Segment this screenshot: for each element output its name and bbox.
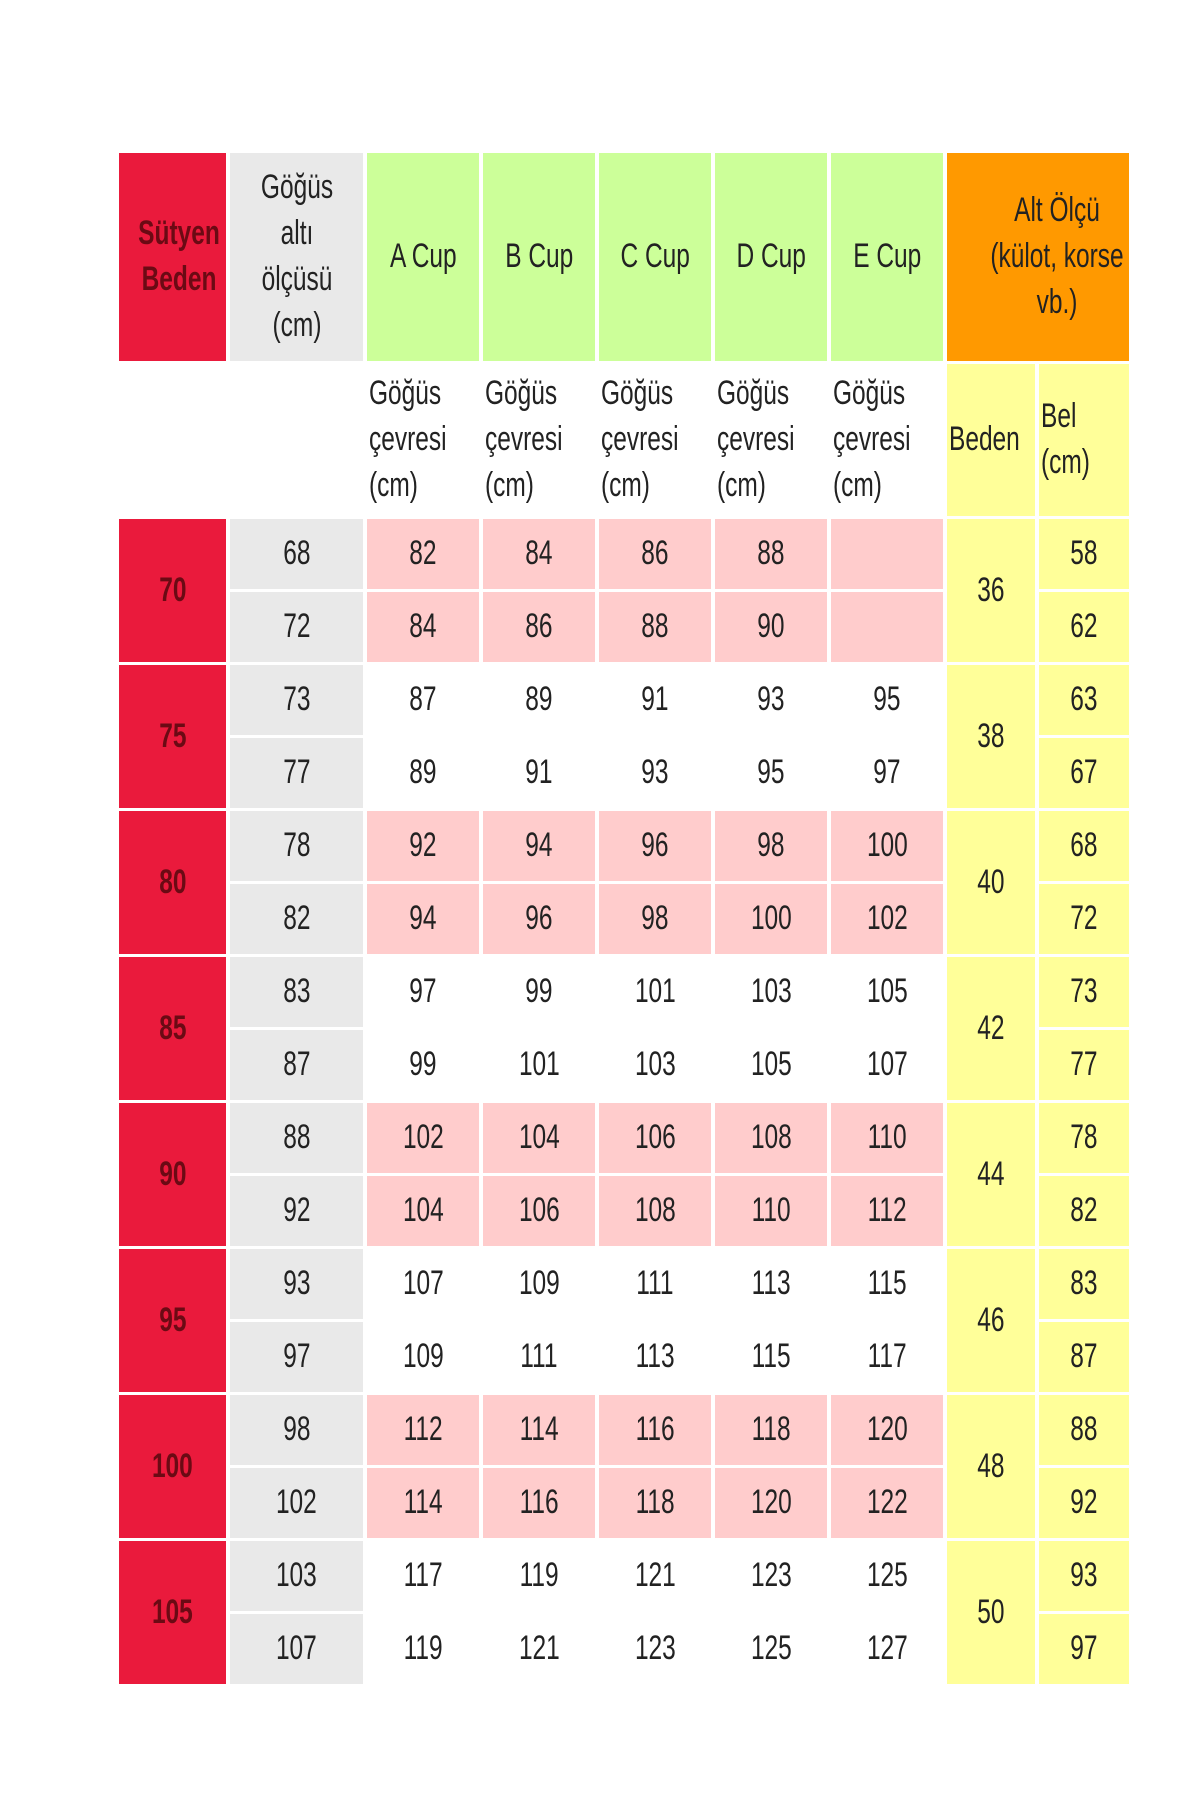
bust-cell: 125 — [715, 1614, 827, 1684]
size-header: Sütyen Beden — [119, 153, 226, 361]
bra-size-cell: 90 — [119, 1103, 226, 1246]
bust-cell: 114 — [483, 1395, 595, 1465]
bust-cell: 91 — [483, 738, 595, 808]
underbust-cell: 77 — [230, 738, 363, 808]
bust-cell: 121 — [483, 1614, 595, 1684]
bust-cell: 100 — [831, 811, 943, 881]
beden-cell: 40 — [947, 811, 1035, 954]
bel-cell: 72 — [1039, 884, 1129, 954]
bust-cell: 109 — [367, 1322, 479, 1392]
bust-cell: 103 — [599, 1030, 711, 1100]
bust-cell: 105 — [715, 1030, 827, 1100]
bel-cell: 97 — [1039, 1614, 1129, 1684]
bust-cell: 110 — [715, 1176, 827, 1246]
bust-cell: 90 — [715, 592, 827, 662]
bust-cell: 113 — [599, 1322, 711, 1392]
table-row — [119, 1541, 1129, 1611]
beden-cell: 38 — [947, 665, 1035, 808]
bel-cell: 93 — [1039, 1541, 1129, 1611]
bust-label-d: Göğüs çevresi (cm) — [715, 364, 827, 516]
bottom-size-header: Alt Ölçü (külot, korse vb.) — [947, 153, 1129, 361]
bust-cell: 112 — [831, 1176, 943, 1246]
bust-cell: 97 — [831, 738, 943, 808]
table-row — [119, 957, 1129, 1027]
bust-label-a: Göğüs çevresi (cm) — [367, 364, 479, 516]
bel-cell: 67 — [1039, 738, 1129, 808]
bust-cell: 120 — [831, 1395, 943, 1465]
beden-cell: 44 — [947, 1103, 1035, 1246]
bust-cell: 113 — [715, 1249, 827, 1319]
bust-cell: 119 — [367, 1614, 479, 1684]
underbust-cell: 103 — [230, 1541, 363, 1611]
bra-size-cell: 75 — [119, 665, 226, 808]
bust-cell: 101 — [483, 1030, 595, 1100]
bust-cell: 102 — [831, 884, 943, 954]
bust-cell: 107 — [367, 1249, 479, 1319]
underbust-cell: 82 — [230, 884, 363, 954]
beden-cell: 46 — [947, 1249, 1035, 1392]
bust-cell: 117 — [831, 1322, 943, 1392]
bust-cell: 123 — [715, 1541, 827, 1611]
bust-label-b: Göğüs çevresi (cm) — [483, 364, 595, 516]
beden-cell: 36 — [947, 519, 1035, 662]
bust-cell: 95 — [715, 738, 827, 808]
bust-cell: 100 — [715, 884, 827, 954]
table-row — [119, 519, 1129, 589]
underbust-cell: 98 — [230, 1395, 363, 1465]
underbust-cell: 102 — [230, 1468, 363, 1538]
bust-cell: 119 — [483, 1541, 595, 1611]
table-row — [119, 1249, 1129, 1319]
underbust-cell: 78 — [230, 811, 363, 881]
bust-cell: 98 — [715, 811, 827, 881]
bust-cell: 123 — [599, 1614, 711, 1684]
bust-cell: 120 — [715, 1468, 827, 1538]
bust-cell: 106 — [483, 1176, 595, 1246]
underbust-cell: 73 — [230, 665, 363, 735]
bust-cell: 103 — [715, 957, 827, 1027]
bust-cell: 88 — [715, 519, 827, 589]
bust-cell: 89 — [483, 665, 595, 735]
bust-cell: 115 — [715, 1322, 827, 1392]
size-table — [115, 150, 1133, 1687]
bust-cell: 96 — [599, 811, 711, 881]
bust-cell: 104 — [367, 1176, 479, 1246]
bel-cell: 77 — [1039, 1030, 1129, 1100]
bust-cell: 112 — [367, 1395, 479, 1465]
bust-cell: 115 — [831, 1249, 943, 1319]
underbust-cell: 68 — [230, 519, 363, 589]
bust-cell: 87 — [367, 665, 479, 735]
bust-cell: 97 — [367, 957, 479, 1027]
bra-size-cell: 105 — [119, 1541, 226, 1684]
bust-cell: 89 — [367, 738, 479, 808]
bust-cell: 86 — [483, 592, 595, 662]
bust-cell — [831, 592, 943, 662]
bust-cell: 108 — [599, 1176, 711, 1246]
bra-size-cell: 80 — [119, 811, 226, 954]
table-row — [119, 665, 1129, 735]
underbust-cell: 93 — [230, 1249, 363, 1319]
underbust-cell: 87 — [230, 1030, 363, 1100]
bust-cell: 111 — [599, 1249, 711, 1319]
bust-cell: 94 — [367, 884, 479, 954]
bust-cell: 92 — [367, 811, 479, 881]
underbust-header: Göğüs altı ölçüsü (cm) — [230, 153, 363, 361]
bel-cell: 82 — [1039, 1176, 1129, 1246]
bust-cell: 102 — [367, 1103, 479, 1173]
cup-header-e: E Cup — [831, 153, 943, 361]
table-row — [119, 811, 1129, 881]
bust-cell: 118 — [599, 1468, 711, 1538]
table-row — [119, 1103, 1129, 1173]
bust-cell: 99 — [367, 1030, 479, 1100]
bust-cell: 125 — [831, 1541, 943, 1611]
beden-cell: 50 — [947, 1541, 1035, 1684]
bust-cell: 107 — [831, 1030, 943, 1100]
underbust-cell: 107 — [230, 1614, 363, 1684]
bust-cell: 121 — [599, 1541, 711, 1611]
bust-cell: 116 — [483, 1468, 595, 1538]
bel-cell: 92 — [1039, 1468, 1129, 1538]
bust-cell: 88 — [599, 592, 711, 662]
bust-cell: 91 — [599, 665, 711, 735]
bust-cell: 109 — [483, 1249, 595, 1319]
underbust-cell: 97 — [230, 1322, 363, 1392]
bust-cell: 98 — [599, 884, 711, 954]
underbust-cell: 83 — [230, 957, 363, 1027]
bust-cell: 105 — [831, 957, 943, 1027]
bel-cell: 68 — [1039, 811, 1129, 881]
cup-header-c: C Cup — [599, 153, 711, 361]
bel-cell: 73 — [1039, 957, 1129, 1027]
bust-cell: 84 — [367, 592, 479, 662]
bust-cell: 93 — [599, 738, 711, 808]
bust-cell: 111 — [483, 1322, 595, 1392]
header-row — [119, 153, 1129, 361]
bust-cell: 114 — [367, 1468, 479, 1538]
bust-cell: 108 — [715, 1103, 827, 1173]
bel-label: Bel (cm) — [1039, 364, 1129, 516]
bel-cell: 58 — [1039, 519, 1129, 589]
bra-size-chart — [119, 150, 1127, 1687]
beden-label: Beden — [947, 364, 1035, 516]
beden-cell: 48 — [947, 1395, 1035, 1538]
bust-cell: 117 — [367, 1541, 479, 1611]
cup-header-a: A Cup — [367, 153, 479, 361]
bust-cell: 101 — [599, 957, 711, 1027]
bust-cell: 106 — [599, 1103, 711, 1173]
bust-cell: 96 — [483, 884, 595, 954]
underbust-cell: 88 — [230, 1103, 363, 1173]
bust-cell: 99 — [483, 957, 595, 1027]
cup-header-d: D Cup — [715, 153, 827, 361]
bel-cell: 88 — [1039, 1395, 1129, 1465]
bust-cell: 93 — [715, 665, 827, 735]
underbust-cell: 72 — [230, 592, 363, 662]
subheader-empty-size — [119, 364, 226, 516]
bust-cell: 110 — [831, 1103, 943, 1173]
bust-cell: 82 — [367, 519, 479, 589]
bel-cell: 87 — [1039, 1322, 1129, 1392]
table-row — [119, 1395, 1129, 1465]
bust-cell — [831, 519, 943, 589]
bust-cell: 94 — [483, 811, 595, 881]
bust-label-c: Göğüs çevresi (cm) — [599, 364, 711, 516]
bust-cell: 104 — [483, 1103, 595, 1173]
bel-cell: 63 — [1039, 665, 1129, 735]
bust-cell: 127 — [831, 1614, 943, 1684]
beden-cell: 42 — [947, 957, 1035, 1100]
bel-cell: 83 — [1039, 1249, 1129, 1319]
bra-size-cell: 95 — [119, 1249, 226, 1392]
bust-cell: 86 — [599, 519, 711, 589]
subheader-empty-underbust — [230, 364, 363, 516]
bust-cell: 84 — [483, 519, 595, 589]
bel-cell: 62 — [1039, 592, 1129, 662]
bra-size-cell: 85 — [119, 957, 226, 1100]
bust-cell: 95 — [831, 665, 943, 735]
bra-size-cell: 100 — [119, 1395, 226, 1538]
bra-size-cell: 70 — [119, 519, 226, 662]
bel-cell: 78 — [1039, 1103, 1129, 1173]
cup-header-b: B Cup — [483, 153, 595, 361]
bust-cell: 116 — [599, 1395, 711, 1465]
underbust-cell: 92 — [230, 1176, 363, 1246]
bust-cell: 118 — [715, 1395, 827, 1465]
bust-cell: 122 — [831, 1468, 943, 1538]
bust-label-e: Göğüs çevresi (cm) — [831, 364, 943, 516]
subheader-row — [119, 364, 1129, 516]
